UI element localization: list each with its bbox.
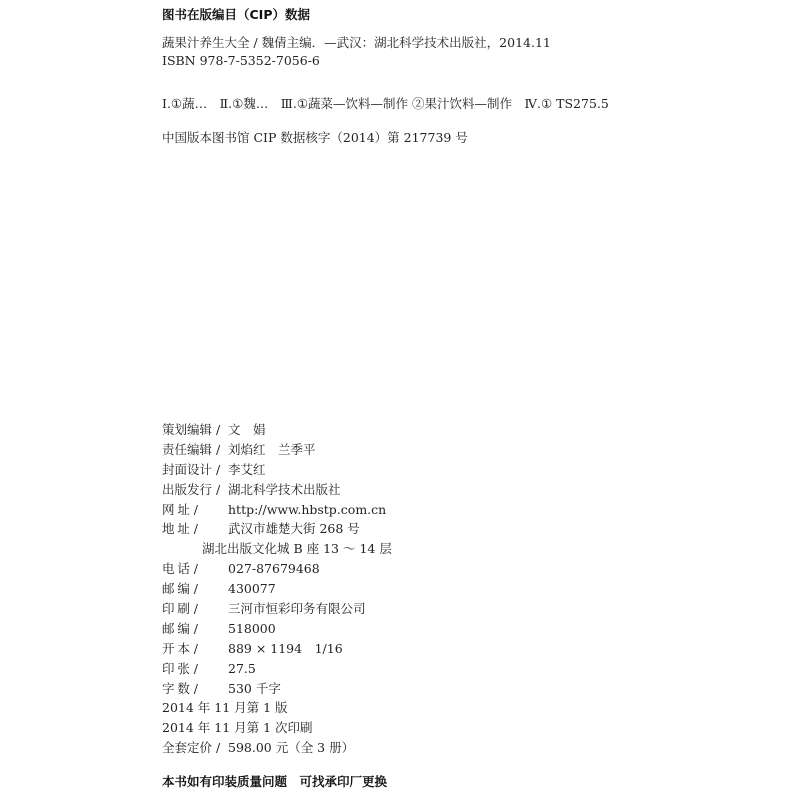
credit-label-part: 电 [162,561,175,577]
credit-label: 策划编辑 / [162,422,221,437]
credit-label-part: 印 [162,660,175,676]
quality-notice: 本书如有印装质量问题 可找承印厂更换 [162,774,388,789]
credit-value: 湖北出版文化城 B 座 13 ～ 14 层 [202,541,392,557]
credit-label-part: 本 / [177,640,198,656]
credit-label-part: 刷 / [177,601,198,617]
credit-row-edition [162,698,722,718]
credit-label [162,599,198,619]
credit-value: http://www.hbstp.com.cn [228,501,387,517]
credit-label [162,639,198,659]
credit-label: 封面设计 / [162,461,221,477]
credit-row-address-cont [162,539,722,559]
credit-row-address [162,519,722,539]
credit-value: 湖北科学技术出版社 [228,481,341,497]
credit-label-part: 张 / [177,660,198,676]
credit-label [162,519,198,539]
credit-value: 027-87679468 [228,561,320,577]
credit-row-printer [162,599,722,619]
credit-label [162,659,198,679]
credit-row-website [162,500,722,520]
credit-row-postcode [162,619,722,639]
credit-label-part: 字 [162,680,175,696]
isbn-line: ISBN 978-7-5352-7056-6 [162,53,320,68]
credit-label-part: 址 / [177,521,198,537]
credit-value: 27.5 [228,660,256,676]
credit-value: 889 × 1194 1/16 [228,640,343,656]
credit-value: 2014 年 11 月第 1 次印刷 [162,720,313,736]
cip-verification-line: 中国版本图书馆 CIP 数据核字（2014）第 217739 号 [162,130,468,145]
credit-label: 出版发行 / [162,481,221,497]
credit-row-price [162,738,722,758]
credit-value: 2014 年 11 月第 1 版 [162,700,288,716]
classification-line: Ⅰ.①蔬… Ⅱ.①魏… Ⅲ.①蔬菜—饮料—制作 ②果汁饮料—制作 Ⅳ.① TS275.5 [162,96,609,111]
credit-label [162,559,198,579]
credit-value: 刘焰红 兰季平 [228,441,316,457]
credit-row-postcode [162,579,722,599]
credits-block [162,420,722,758]
credit-row-publisher [162,480,722,500]
credit-label-part: 编 / [177,620,198,636]
credit-label-part: 地 [162,521,175,537]
cip-heading: 图书在版编目（CIP）数据 [162,7,310,22]
credit-label-part: 邮 [162,620,175,636]
credit-row-phone [162,559,722,579]
credit-label [162,679,198,699]
credit-label-part: 数 / [177,680,198,696]
credit-value: 518000 [228,620,276,636]
credit-row-words [162,679,722,699]
credit-value: 430077 [228,581,276,597]
credit-label: 全套定价 / [162,740,221,756]
credit-value: 530 千字 [228,680,281,696]
credit-label-part: 编 / [177,581,198,597]
credit-row-format [162,639,722,659]
credit-label-part: 开 [162,640,175,656]
credit-row-planning-editor [162,420,722,440]
credit-row-sheets [162,659,722,679]
credit-row-responsible-editor [162,440,722,460]
credit-value: 武汉市雄楚大街 268 号 [228,521,360,537]
credit-label-part: 网 [162,501,175,517]
credit-value: 三河市恒彩印务有限公司 [228,601,366,617]
credit-label [162,619,198,639]
credit-value: 李艾红 [228,461,266,477]
credit-value: 文 娟 [228,422,266,437]
cip-title-line: 蔬果汁养生大全 / 魏倩主编．—武汉：湖北科学技术出版社，2014.11 [162,35,551,50]
credit-label: 责任编辑 / [162,441,221,457]
credit-value: 598.00 元（全 3 册） [228,740,355,756]
credit-label-part: 邮 [162,581,175,597]
credit-row-cover-design [162,460,722,480]
credit-label-part: 话 / [177,561,198,577]
credit-label [162,579,198,599]
credit-label [162,500,198,520]
credit-label-part: 址 / [177,501,198,517]
credit-row-printing [162,718,722,738]
credit-label-part: 印 [162,601,175,617]
